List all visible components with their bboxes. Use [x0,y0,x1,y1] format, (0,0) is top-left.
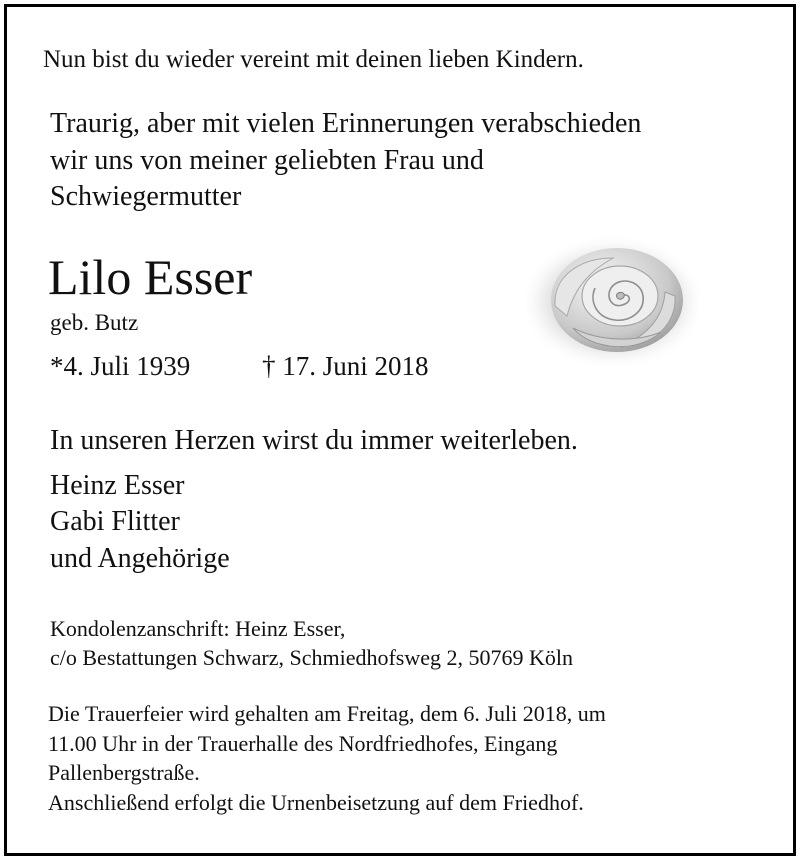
lead-line-3: Schwiegermutter [50,181,242,212]
intro-line: Nun bist du wieder vereint mit deinen lieben Kindern. [43,46,584,73]
condolence-address-line-1: Kondolenzanschrift: Heinz Esser, [50,616,346,641]
birth-date: *4. Juli 1939 [50,351,191,381]
service-line-3: Pallenbergstraße. [48,760,200,785]
death-date: † 17. Juni 2018 [262,351,429,381]
service-line-1: Die Trauerfeier wird gehalten am Freitag, dem 6. Juli 2018, um [48,701,606,726]
lead-line-2: wir uns von meiner geliebten Frau und [50,145,484,176]
lead-line-1: Traurig, aber mit vielen Erinnerungen verabschieden [50,108,642,139]
service-line-4: Anschließend erfolgt die Urnenbeisetzung auf dem Friedhof. [48,790,584,815]
deceased-name: Lilo Esser [48,249,253,305]
condolence-address-line-2: c/o Bestattungen Schwarz, Schmiedhofsweg 2, 50769 Köln [50,645,574,670]
maiden-name: geb. Butz [50,310,139,335]
rose-center [617,292,625,299]
signatory-3: und Angehörige [50,543,230,574]
memorial-quote: In unseren Herzen wirst du immer weiterleben. [50,425,578,456]
signatory-1: Heinz Esser [50,470,185,501]
rose-image [525,236,700,366]
signatory-2: Gabi Flitter [50,506,180,537]
service-line-2: 11.00 Uhr in der Trauerhalle des Nordfriedhofes, Eingang [48,731,558,756]
